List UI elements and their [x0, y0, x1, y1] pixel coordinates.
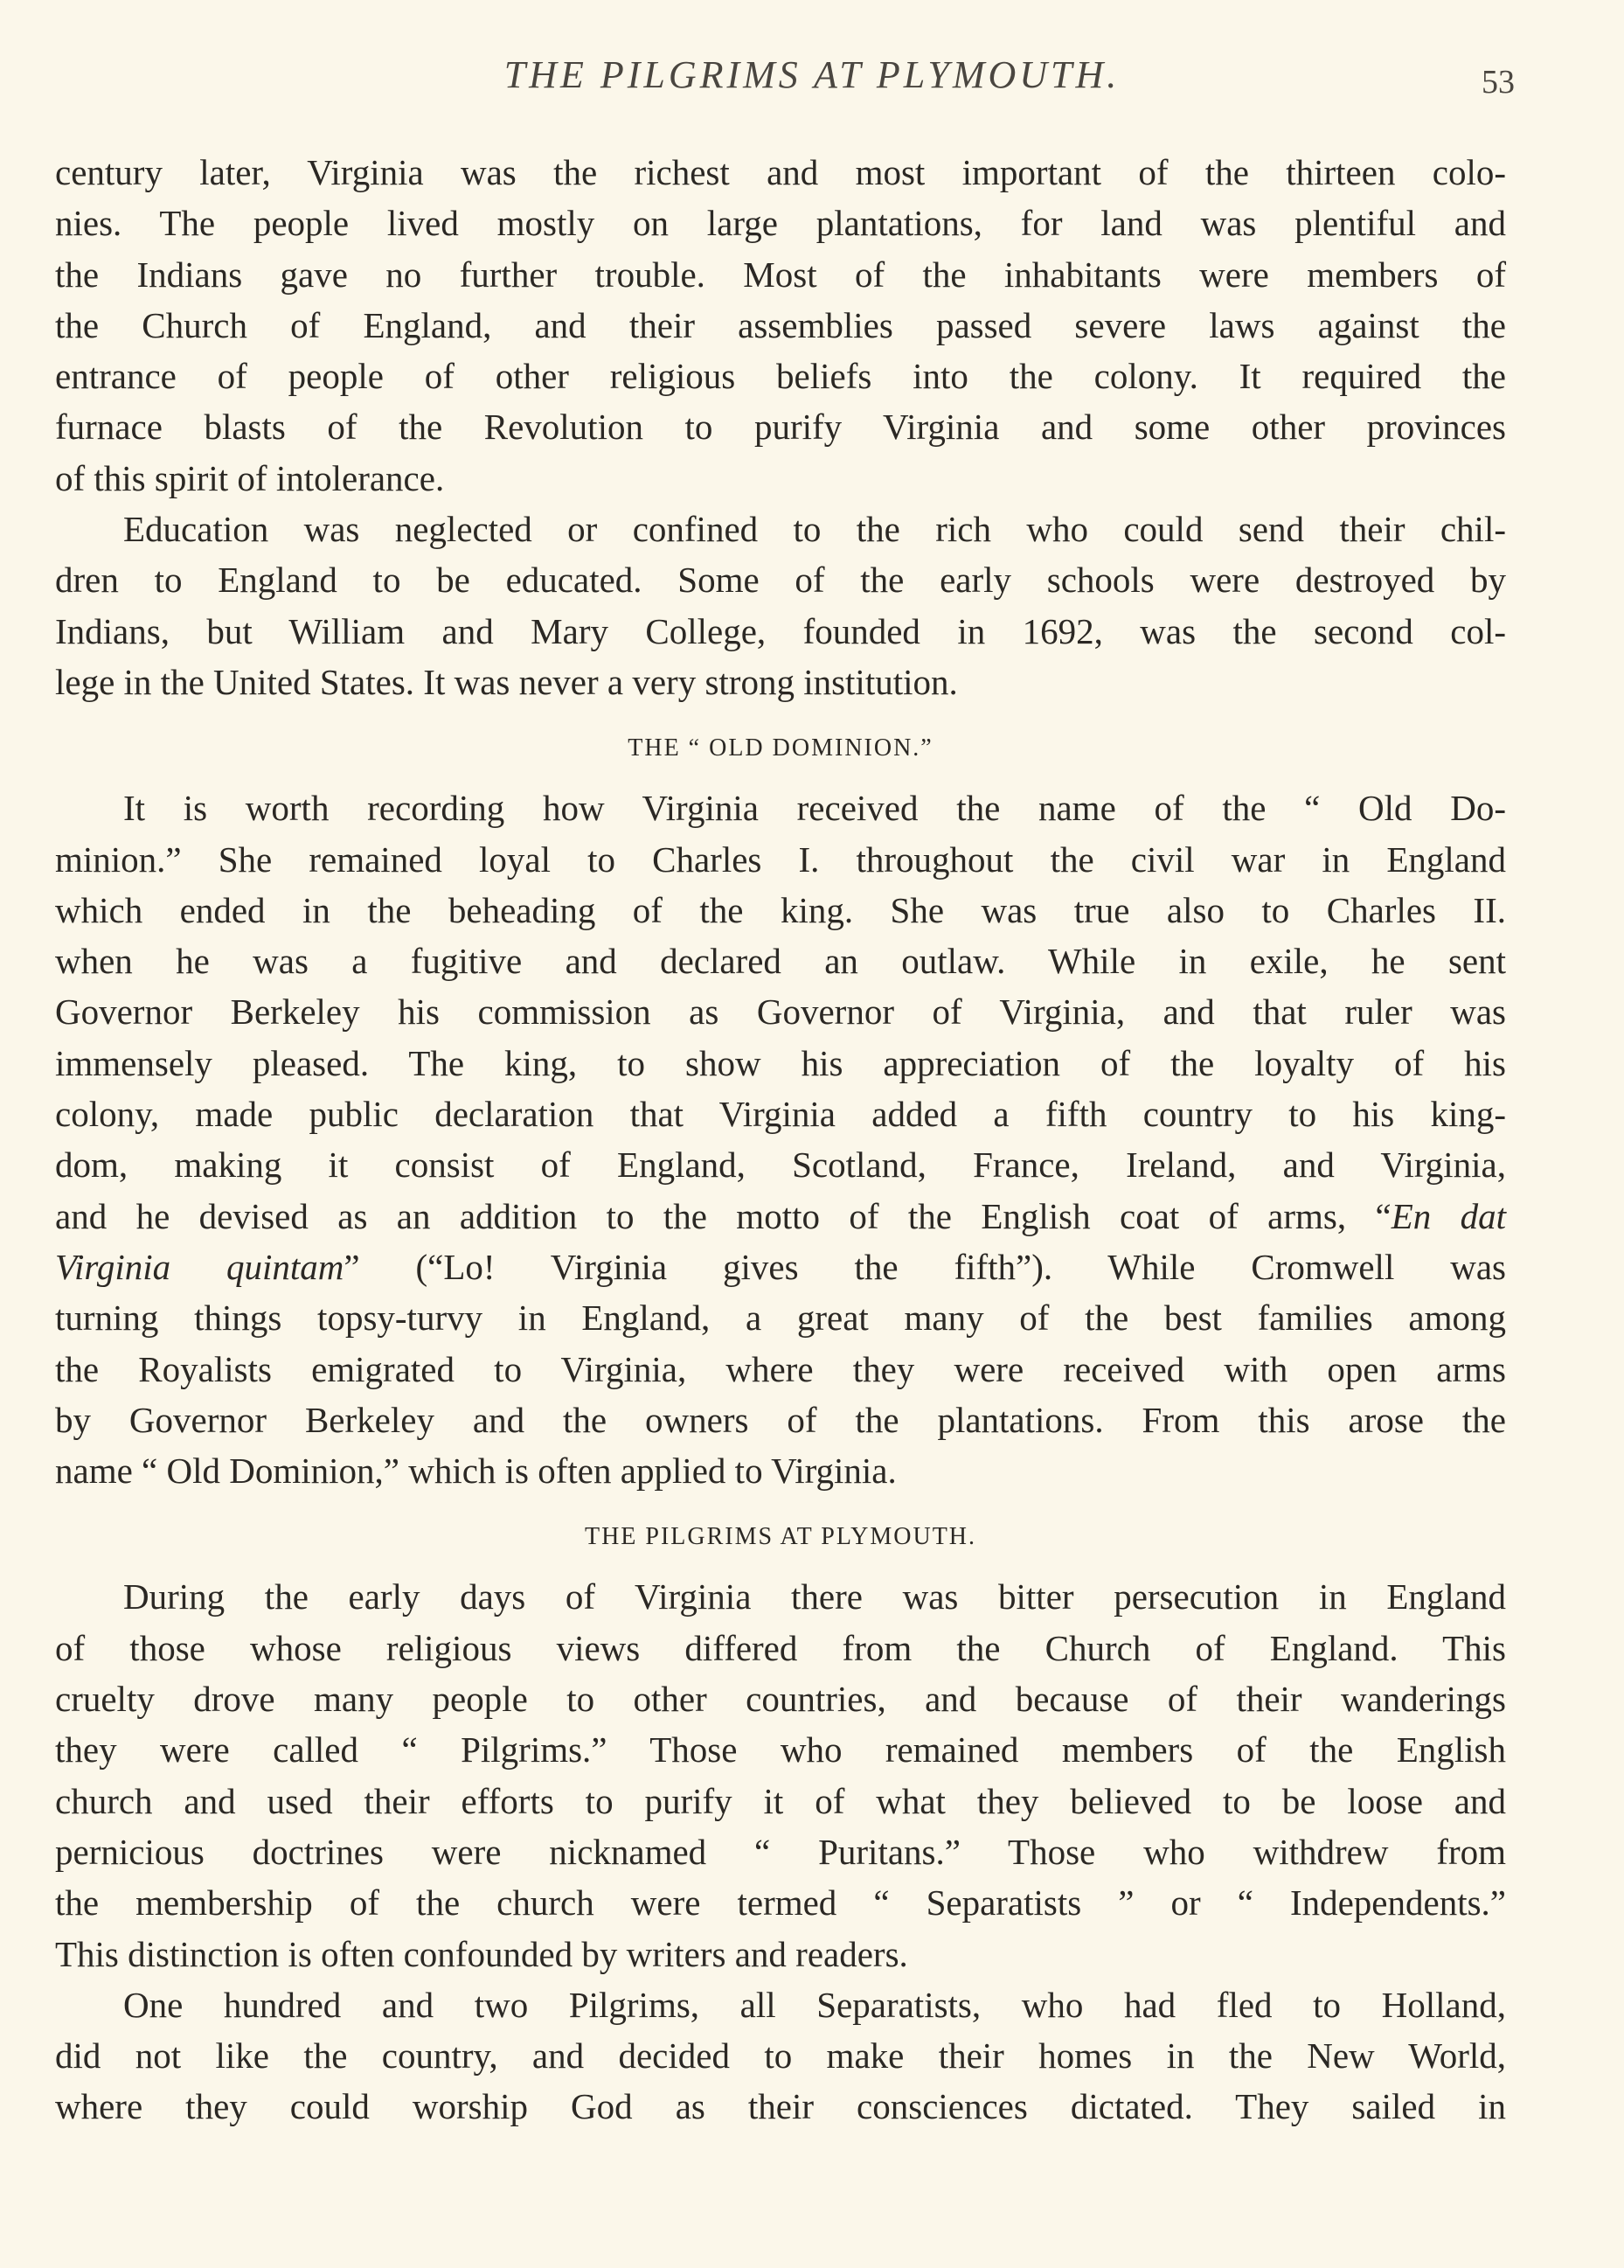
text-line: Indians, but William and Mary College, founded in 1692, was the second col- — [55, 610, 1506, 651]
text-line: turning things topsy-turvy in England, a great many of the best families among — [55, 1297, 1506, 1339]
text-line: did not like the country, and decided to make their homes in the New World, — [55, 2035, 1506, 2077]
paragraph-education — [55, 504, 1506, 707]
text-line: church and used their efforts to purify it of what they believed to be loose and — [55, 1780, 1506, 1821]
text-line: the Royalists emigrated to Virginia, where they were received with open arms — [55, 1348, 1506, 1389]
text-line: During the early days of Virginia there was bitter persecution in England — [123, 1576, 1506, 1618]
text-line: by Governor Berkeley and the owners of the plantations. From this arose the — [55, 1399, 1506, 1440]
text-line — [55, 1191, 1506, 1242]
text-line: cruelty drove many people to other countries, and because of their wanderings — [55, 1679, 1506, 1720]
text-line: which ended in the beheading of the king. She was true also to Charles II. — [55, 889, 1506, 930]
text-line: pernicious doctrines were nicknamed “ Puritans.” Those who withdrew from — [55, 1831, 1506, 1872]
text-line: It is worth recording how Virginia received the name of the “ Old Do- — [123, 788, 1506, 829]
latin-motto: En dat — [1391, 1195, 1507, 1236]
paragraph-old-dominion — [55, 783, 1506, 1496]
page-number: 53 — [1482, 64, 1515, 101]
text-line: This distinction is often confounded by writers and readers. — [55, 1933, 908, 1974]
paragraph-pilgrims — [55, 1571, 1506, 1979]
text-line: where they could worship God as their consciences dictated. They sailed in — [55, 2086, 1506, 2127]
text-line — [55, 1242, 1506, 1292]
text-line: colony, made public declaration that Virginia added a fifth country to his king- — [55, 1094, 1506, 1135]
text-line: of this spirit of intolerance. — [55, 457, 445, 498]
text-line: immensely pleased. The king, to show his appreciation of the loyalty of his — [55, 1042, 1506, 1083]
text-line: they were called “ Pilgrims.” Those who remained members of the English — [55, 1729, 1506, 1771]
section-heading-pilgrims: THE PILGRIMS AT PLYMOUTH. — [584, 1523, 977, 1551]
paragraph-virginia-colony — [55, 147, 1506, 504]
text-line: dom, making it consist of England, Scotland, France, Ireland, and Virginia, — [55, 1144, 1506, 1186]
text-line: of those whose religious views differed from the Church of England. This — [55, 1627, 1506, 1668]
text-line: Governor Berkeley his commission as Governor of Virginia, and that ruler was — [55, 991, 1506, 1033]
text-line: lege in the United States. It was never a very strong institution. — [55, 661, 958, 702]
body-text — [55, 147, 1506, 2132]
text-line: Education was neglected or confined to the rich who could send their chil- — [123, 509, 1506, 550]
paragraph-separatists — [55, 1979, 1506, 2132]
text-line: when he was a fugitive and declared an outlaw. While in exile, he sent — [55, 941, 1506, 982]
text-line: name “ Old Dominion,” which is often applied to Virginia. — [55, 1451, 897, 1492]
section-heading-old-dominion: THE “ OLD DOMINION.” — [628, 734, 933, 762]
text-line: the Indians gave no further trouble. Most of the inhabitants were members of — [55, 254, 1506, 295]
running-title: THE PILGRIMS AT PLYMOUTH. — [503, 53, 1121, 96]
latin-motto: Virginia quintam — [55, 1246, 344, 1287]
text-line: entrance of people of other religious beliefs into the colony. It required the — [55, 356, 1506, 397]
text-line: minion.” She remained loyal to Charles I. throughout the civil war in England — [55, 838, 1506, 880]
text-line: the Church of England, and their assemblies passed severe laws against the — [55, 304, 1506, 345]
text-line: furnace blasts of the Revolution to purify Virginia and some other provinces — [55, 407, 1506, 448]
text-line: century later, Virginia was the richest and most important of the thirteen colo- — [55, 152, 1506, 192]
text-line: One hundred and two Pilgrims, all Separatists, who had fled to Holland, — [123, 1984, 1506, 2025]
text-line: the membership of the church were termed “ Separatists ” or “ Independents.” — [55, 1882, 1506, 1924]
text-line: nies. The people lived mostly on large plantations, for land was plentiful and — [55, 203, 1506, 244]
text-segment: ” (“Lo! Virginia gives the fifth”). While Cromwell was — [344, 1246, 1506, 1287]
text-segment: and he devised as an addition to the motto of the English coat of arms, “ — [55, 1195, 1392, 1236]
text-line: dren to England to be educated. Some of the early schools were destroyed by — [55, 560, 1506, 601]
